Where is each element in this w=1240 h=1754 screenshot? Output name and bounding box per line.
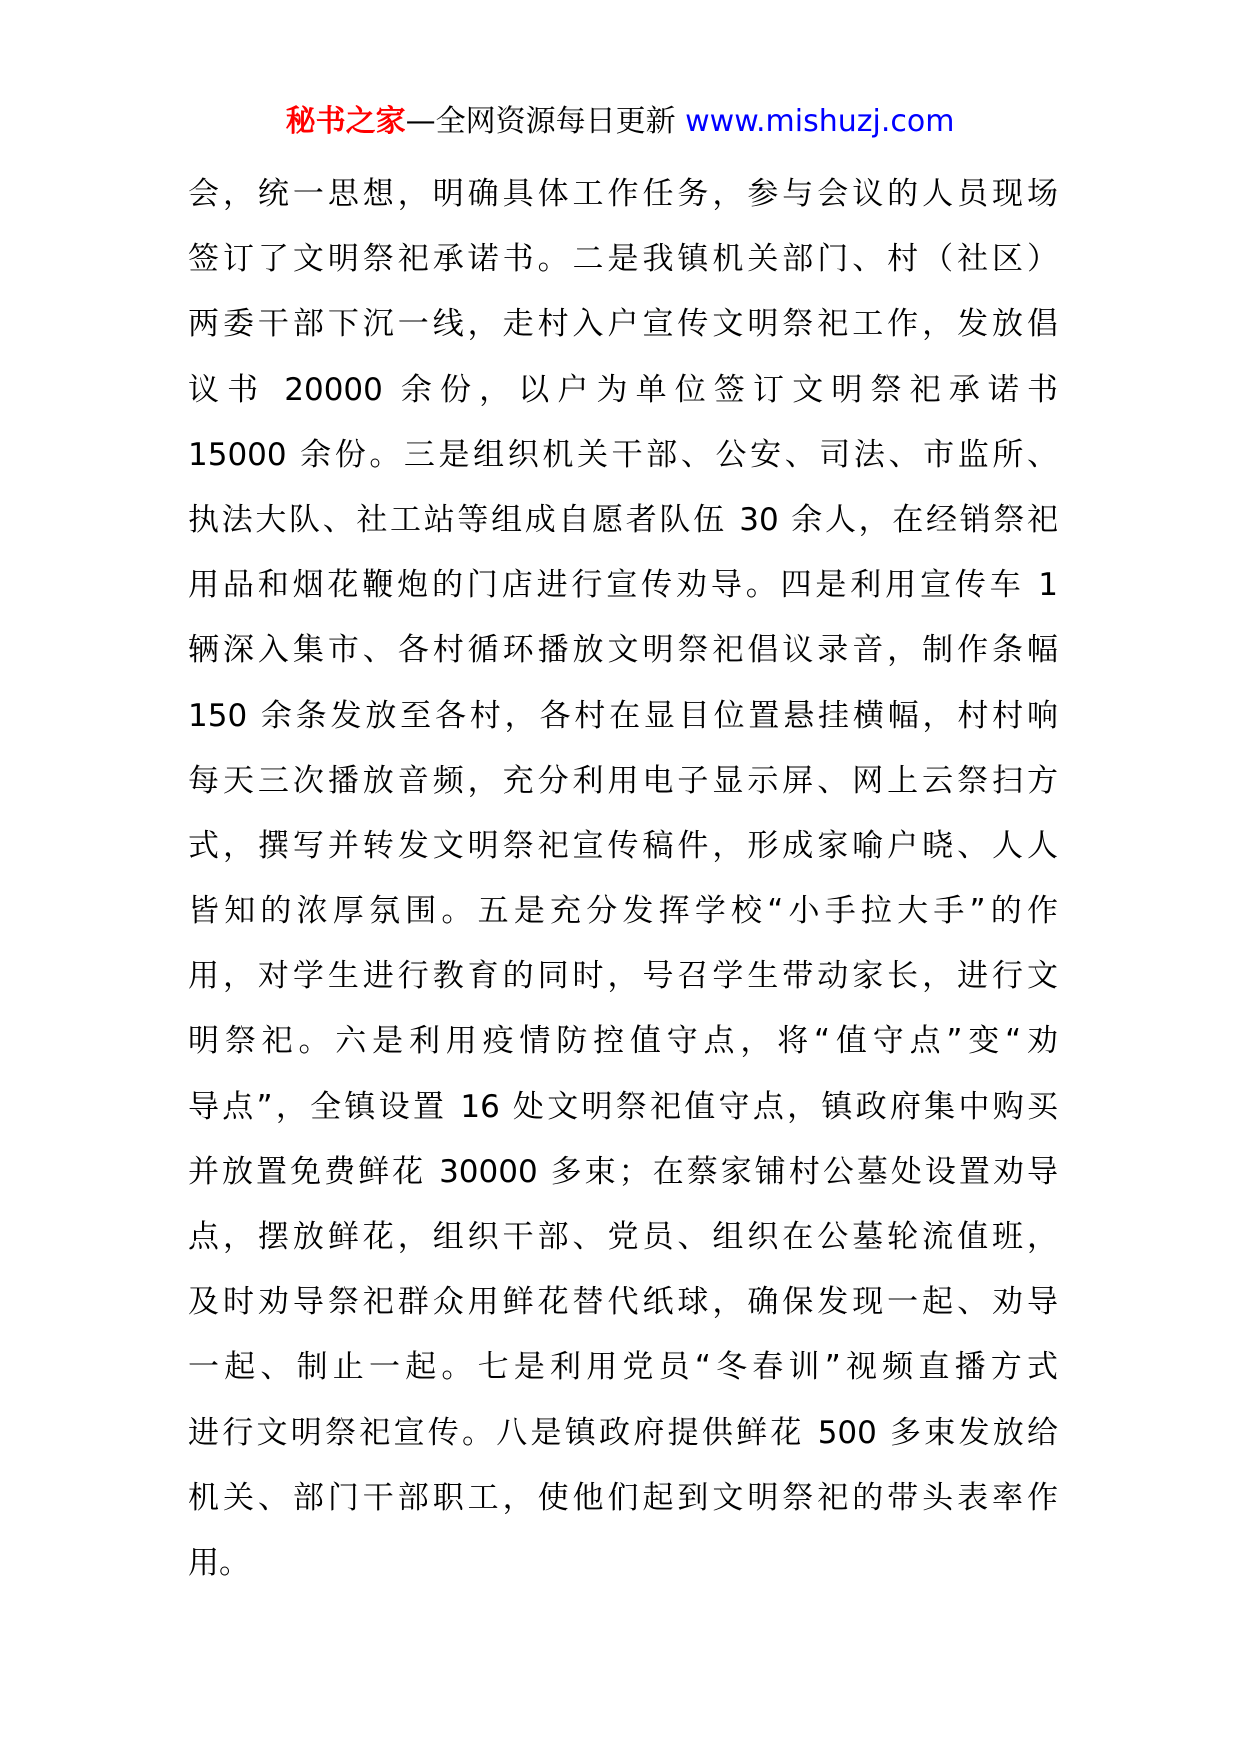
body-line: 机关、部门干部职工，使他们起到文明祭祀的带头表率作 xyxy=(188,1479,1058,1516)
body-line: 用。 xyxy=(188,1544,250,1581)
body-line: 15000 余份。三是组织机关干部、公安、司法、市监所、 xyxy=(188,436,1058,473)
body-line: 式，撰写并转发文明祭祀宣传稿件，形成家喻户晓、人人 xyxy=(188,827,1058,864)
header-tagline: —全网资源每日更新 xyxy=(405,104,686,139)
body-line: 签订了文明祭祀承诺书。二是我镇机关部门、村（社区） xyxy=(188,241,1058,278)
body-line: 会，统一思想，明确具体工作任务，参与会议的人员现场 xyxy=(188,176,1058,212)
body-line: 议书 20000 余份，以户为单位签订文明祭祀承诺书 xyxy=(188,371,1058,408)
body-line: 进行文明祭祀宣传。八是镇政府提供鲜花 500 多束发放给 xyxy=(188,1414,1058,1451)
body-line: 并放置免费鲜花 30000 多束；在蔡家铺村公墓处设置劝导 xyxy=(188,1153,1058,1190)
body-line: 皆知的浓厚氛围。五是充分发挥学校“小手拉大手”的作 xyxy=(188,893,1058,930)
body-line: 导点”，全镇设置 16 处文明祭祀值守点，镇政府集中购买 xyxy=(188,1088,1058,1125)
body-line: 明祭祀。六是利用疫情防控值守点，将“值守点”变“劝 xyxy=(188,1023,1058,1060)
body-line: 两委干部下沉一线，走村入户宣传文明祭祀工作，发放倡 xyxy=(188,306,1058,343)
body-line: 用品和烟花鞭炮的门店进行宣传劝导。四是利用宣传车 1 xyxy=(188,567,1058,604)
website-link[interactable]: www.mishuzj.com xyxy=(685,104,955,139)
page-header xyxy=(0,100,1240,144)
brand-name: 秘书之家 xyxy=(285,104,406,139)
document-body xyxy=(188,162,1058,1596)
body-line: 每天三次播放音频，充分利用电子显示屏、网上云祭扫方 xyxy=(188,762,1058,799)
body-line: 辆深入集市、各村循环播放文明祭祀倡议录音，制作条幅 xyxy=(188,632,1058,669)
body-line: 150 余条发放至各村，各村在显目位置悬挂横幅，村村响 xyxy=(188,697,1058,734)
body-line: 执法大队、社工站等组成自愿者队伍 30 余人，在经销祭祀 xyxy=(188,501,1058,538)
body-line: 用，对学生进行教育的同时，号召学生带动家长，进行文 xyxy=(188,958,1058,995)
body-line: 一起、制止一起。七是利用党员“冬春训”视频直播方式 xyxy=(188,1349,1058,1386)
body-line: 点，摆放鲜花，组织干部、党员、组织在公墓轮流值班， xyxy=(188,1219,1058,1255)
body-line: 及时劝导祭祀群众用鲜花替代纸球，确保发现一起、劝导 xyxy=(188,1284,1058,1321)
